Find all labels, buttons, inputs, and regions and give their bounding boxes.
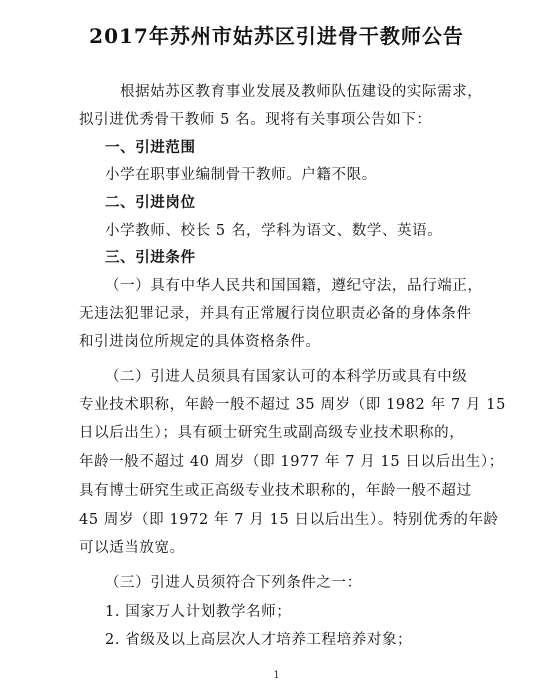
condition-1-line-2: 无违法犯罪记录，并具有正常履行岗位职责必备的身体条件 [79, 306, 472, 322]
condition-2-line-4: 年龄一般不超过 40 周岁（即 1977 年 7 月 15 日以后出生）； [79, 454, 504, 470]
condition-1-line-1: （一）具有中华人民共和国国籍，遵纪守法，品行端正， [105, 278, 483, 294]
condition-3-lead: （三）引进人员须符合下列条件之一： [105, 575, 362, 591]
condition-2-line-1: （二）引进人员须具有国家认可的本科学历或具有中级 [105, 369, 468, 385]
condition-1-line-3: 和引进岗位所规定的具体资格条件。 [79, 334, 321, 350]
condition-3-item-2: 2. 省级及以上高层次人才培养工程培养对象； [105, 632, 413, 648]
intro-line-1: 根据姑苏区教育事业发展及教师队伍建设的实际需求， [120, 84, 483, 100]
condition-2-line-3: 日以后出生）；具有硕士研究生或副高级专业技术职称的， [79, 425, 465, 441]
condition-2-line-6: 45 周岁（即 1972 年 7 月 15 日以后出生）。特别优秀的年龄 [79, 512, 499, 528]
document-title: 2017年苏州市姑苏区引进骨干教师公告 [89, 24, 464, 48]
section-body-scope: 小学在职事业编制骨干教师。户籍不限。 [105, 167, 377, 183]
intro-line-2: 拟引进优秀骨干教师 5 名。现将有关事项公告如下： [79, 112, 432, 128]
condition-2-line-7: 可以适当放宽。 [79, 540, 185, 556]
section-body-positions: 小学教师、校长 5 名，学科为语文、数学、英语。 [105, 223, 443, 239]
section-heading-scope: 一、引进范围 [105, 140, 196, 156]
condition-3-item-1: 1. 国家万人计划教学名师； [105, 604, 292, 620]
section-heading-conditions: 三、引进条件 [105, 250, 196, 266]
section-heading-positions: 二、引进岗位 [105, 195, 196, 211]
page-number: 1 [273, 670, 280, 681]
condition-2-line-5: 具有博士研究生或正高级专业技术职称的，年龄一般不超过 [79, 483, 472, 499]
condition-2-line-2: 专业技术职称，年龄一般不超过 35 周岁（即 1982 年 7 月 15 [79, 397, 506, 413]
